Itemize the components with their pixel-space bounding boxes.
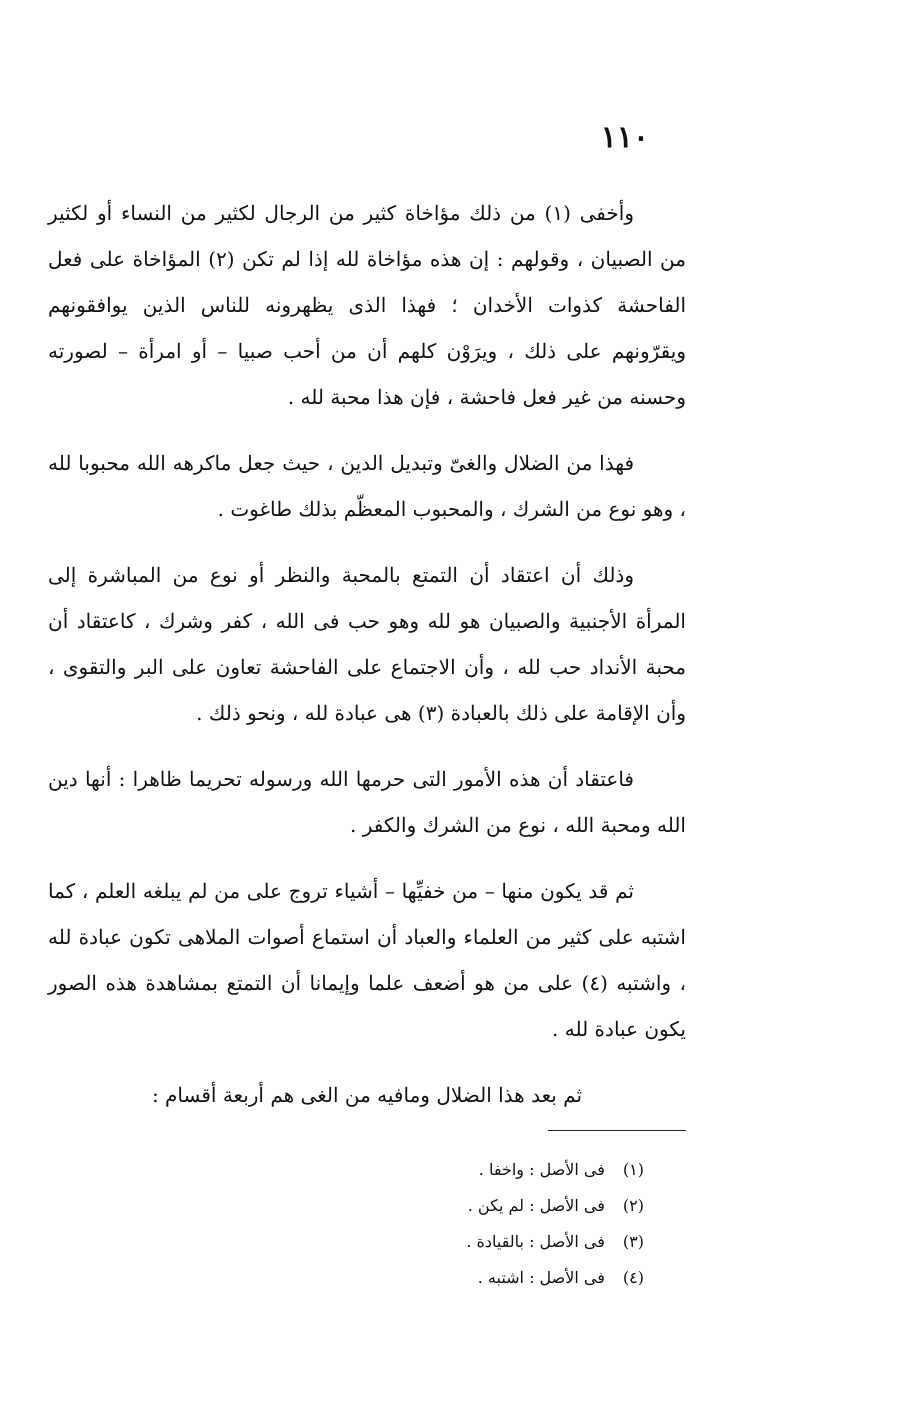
footnote-text: فى الأصل : اشتبه . bbox=[477, 1268, 605, 1287]
paragraph-2: فهذا من الضلال والغىّ وتبديل الدين ، حيث جعل ماكرهه الله محبوبا لله ، وهو نوع من الشرك ، والمحبوب المعظّم بذلك طاغوت . bbox=[48, 451, 686, 521]
footnote-3 bbox=[244, 1224, 644, 1260]
page-number: ١١٠ bbox=[600, 120, 649, 155]
footnote-divider bbox=[548, 1130, 686, 1131]
paragraph-5: ثم قد يكون منها – من خفيِّها – أشياء تروج على من لم يبلغه العلم ، كما اشتبه على كثير من العلماء والعباد أن استماع أصوات الملاهى تكون عبادة لله ، واشتبه (٤) على من هو أضعف علما وإيمانا أن التمتع بمشاهدة هذه الصور يكون عبادة لله . bbox=[48, 879, 686, 1041]
footnote-number: (٣) bbox=[622, 1232, 644, 1251]
footnote-4 bbox=[244, 1260, 644, 1296]
footnote-1 bbox=[244, 1152, 644, 1188]
footnote-number: (٤) bbox=[622, 1268, 644, 1287]
footnote-text: فى الأصل : واخفا . bbox=[478, 1160, 605, 1179]
footnote-number: (٢) bbox=[622, 1196, 644, 1215]
footnote-text: فى الأصل : لم يكن . bbox=[467, 1196, 605, 1215]
paragraph-3: وذلك أن اعتقاد أن التمتع بالمحبة والنظر أو نوع من المباشرة إلى المرأة الأجنبية والصبيان هو لله وهو حب فى الله ، كفر وشرك ، كاعتقاد أن محبة الأنداد حب لله ، وأن الاجتماع على الفاحشة تعاون على البر والتقوى ، وأن الإقامة على ذلك بالعبادة (٣) هى عبادة لله ، ونحو ذلك . bbox=[48, 563, 686, 725]
closing-line: ثم بعد هذا الضلال ومافيه من الغى هم أربعة أقسام : bbox=[151, 1083, 583, 1107]
footnotes bbox=[244, 1152, 644, 1296]
paragraph-1: وأخفى (١) من ذلك مؤاخاة كثير من الرجال لكثير من النساء أو لكثير من الصبيان ، وقولهم : إن هذه مؤاخاة لله إذا لم تكن (٢) المؤاخاة على فعل الفاحشة كذوات الأخدان ؛ فهذا الذى يظهرونه للناس الذين يوافقونهم ويقرّونهم على ذلك ، ويرَوْن كلهم أن من أحب صبيا – أو امرأة – لصورته وحسنه من غير فعل فاحشة ، فإن هذا محبة لله . bbox=[48, 201, 686, 409]
main-text bbox=[48, 190, 686, 1138]
paragraph-4: فاعتقاد أن هذه الأمور التى حرمها الله ورسوله تحريما ظاهرا : أنها دين الله ومحبة الله ، نوع من الشرك والكفر . bbox=[48, 767, 686, 837]
footnote-2 bbox=[244, 1188, 644, 1224]
footnote-text: فى الأصل : بالقيادة . bbox=[466, 1232, 605, 1251]
footnote-number: (١) bbox=[622, 1160, 644, 1179]
